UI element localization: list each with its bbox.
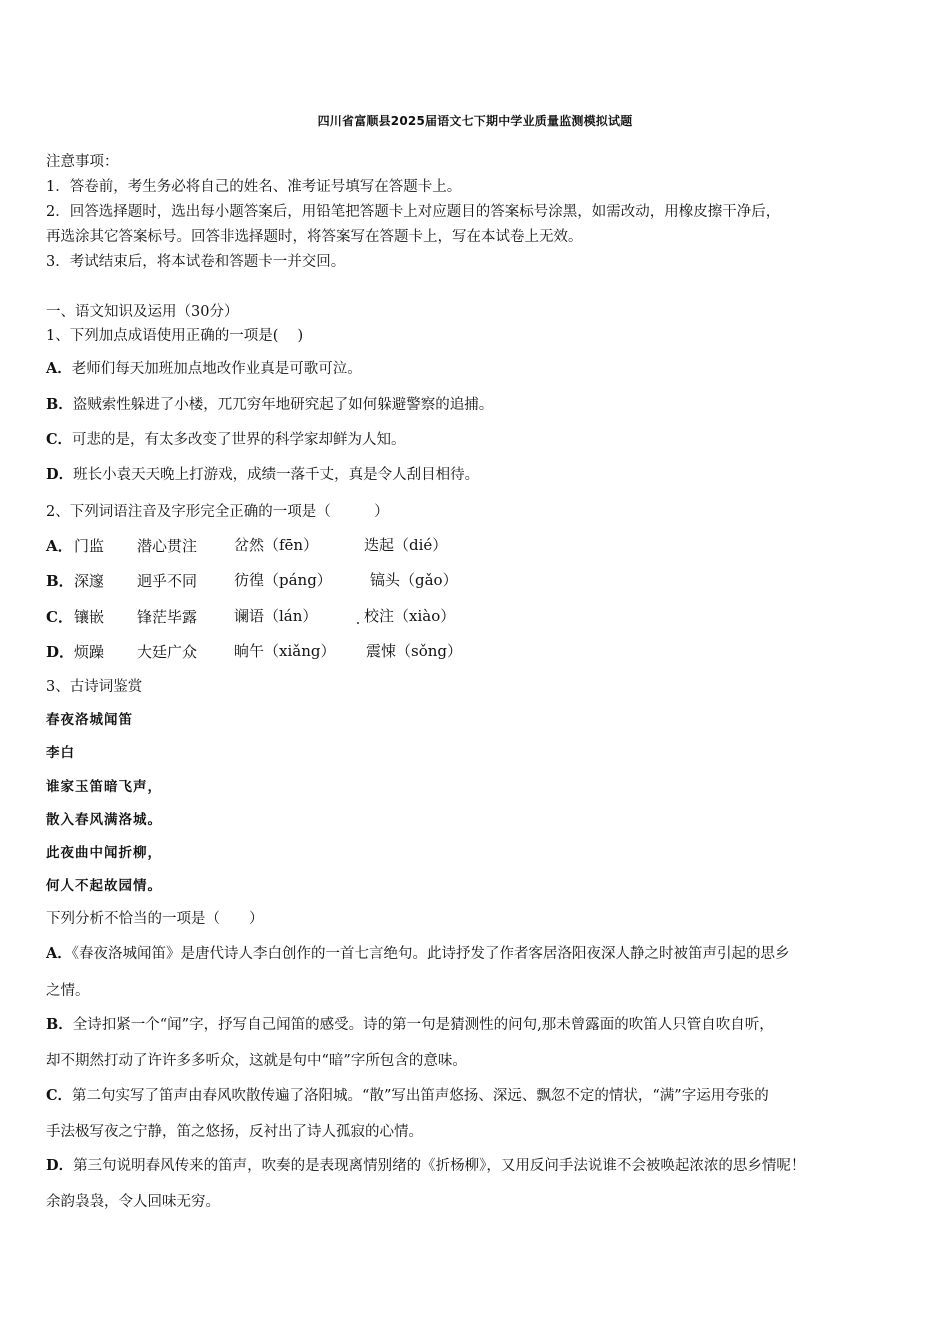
notice-heading: 注意事项： bbox=[46, 154, 119, 170]
option-word: 岔然（fēn） bbox=[234, 536, 319, 554]
option-label: C． bbox=[46, 608, 73, 626]
question-1-option-c bbox=[46, 430, 406, 450]
option-word: 迭起（dié） bbox=[364, 536, 448, 554]
poem-line: 何人不起故园情。 bbox=[46, 878, 162, 894]
option-label: D． bbox=[46, 643, 75, 661]
option-label: B． bbox=[46, 572, 74, 590]
option-label: B． bbox=[46, 1016, 73, 1033]
emphasis-dot bbox=[357, 622, 359, 624]
poem-author: 李白 bbox=[46, 745, 75, 761]
option-label: A． bbox=[46, 945, 72, 962]
poem-title: 春夜洛城闻笛 bbox=[46, 712, 133, 728]
option-continuation: 余韵袅袅，令人回味无穷。 bbox=[46, 1194, 220, 1210]
option-continuation: 之情。 bbox=[46, 983, 90, 999]
option-text: 《春夜洛城闻笛》是唐代诗人李白创作的一首七言绝句。此诗抒发了作者客居洛阳夜深人静之时被笛声引起的思乡 bbox=[71, 946, 790, 962]
option-label: A． bbox=[46, 537, 73, 555]
option-word: 晌午（xiǎng） bbox=[234, 642, 336, 660]
option-word: 潜心贯注 bbox=[137, 537, 198, 555]
option-word: 震悚（sǒng） bbox=[366, 642, 462, 660]
option-label: C． bbox=[46, 1087, 73, 1104]
option-word: 大廷广众 bbox=[137, 643, 198, 661]
option-text: 老师们每天加班加点地改作业真是可歌可泣。 bbox=[71, 361, 362, 377]
section-heading: 一、语文知识及运用（30分） bbox=[46, 304, 239, 320]
question-3-option-b bbox=[46, 1015, 774, 1035]
poem-line: 谁家玉笛暗飞声， bbox=[46, 779, 162, 795]
option-word: 镶嵌 bbox=[74, 608, 105, 626]
question-1-stem: 1、下列加点成语使用正确的一项是( ) bbox=[46, 328, 304, 344]
notice-item: 1．答卷前，考生务必将自己的姓名、准考证号填写在答题卡上。 bbox=[46, 179, 462, 195]
question-1-option-b bbox=[46, 395, 493, 415]
option-text: 可悲的是，有太多改变了世界的科学家却鲜为人知。 bbox=[72, 432, 406, 448]
option-text: 第三句说明春风传来的笛声，吹奏的是表现离情别绪的《折杨柳》，又用反问手法说谁不会被唤起浓浓的思乡情呢！ bbox=[73, 1158, 806, 1174]
page-title: 四川省富顺县2025届语文七下期中学业质量监测模拟试题 bbox=[317, 114, 633, 128]
poem-line: 散入春风满洛城。 bbox=[46, 812, 162, 828]
option-word: 彷徨（páng） bbox=[234, 571, 332, 589]
question-3-option-c bbox=[46, 1086, 769, 1106]
notice-item: 再选涂其它答案标号。回答非选择题时，将答案写在答题卡上，写在本试卷上无效。 bbox=[46, 229, 583, 245]
option-word: 镐头（gǎo） bbox=[370, 571, 458, 589]
option-label: D． bbox=[46, 1157, 74, 1174]
option-word: 校注（xiào） bbox=[364, 607, 456, 625]
option-word: 谰语（lán） bbox=[234, 607, 318, 625]
question-3-option-a bbox=[46, 944, 790, 964]
option-label: C． bbox=[46, 431, 73, 448]
question-3-stem: 3、古诗词鉴赏 bbox=[46, 679, 143, 695]
question-1-option-a bbox=[46, 359, 362, 379]
question-3-option-d bbox=[46, 1156, 805, 1176]
notice-item: 2．回答选择题时，选出每小题答案后，用铅笔把答题卡上对应题目的答案标号涂黑，如需改动，用橡皮擦干净后， bbox=[46, 204, 781, 220]
option-text: 盗贼索性躲进了小楼，兀兀穷年地研究起了如何躲避警察的追捕。 bbox=[72, 397, 494, 413]
option-word: 深邃 bbox=[74, 572, 105, 590]
option-word: 门监 bbox=[74, 537, 105, 555]
option-continuation: 却不期然打动了许许多多听众，这就是句中“暗”字所包含的意味。 bbox=[46, 1053, 467, 1069]
option-text: 全诗扣紧一个“闻”字，抒写自己闻笛的感受。诗的第一句是猜测性的问句,那未曾露面的吹笛人只管自吹自听， bbox=[72, 1017, 774, 1033]
option-text: 第二句实写了笛声由春风吹散传遍了洛阳城。“散”写出笛声悠扬、深远、飘忽不定的情状，“满”字运用夸张的 bbox=[72, 1088, 769, 1104]
option-text: 班长小袁天天晚上打游戏，成绩一落千丈，真是令人刮目相待。 bbox=[73, 467, 480, 483]
option-word: 迥乎不同 bbox=[137, 572, 198, 590]
question-1-option-d bbox=[46, 465, 479, 485]
option-label: A． bbox=[46, 360, 72, 377]
option-word: 锋茫毕露 bbox=[137, 608, 198, 626]
poem-line: 此夜曲中闻折柳， bbox=[46, 845, 162, 861]
notice-item: 3．考试结束后，将本试卷和答题卡一并交回。 bbox=[46, 254, 346, 270]
option-label: B． bbox=[46, 396, 73, 413]
option-label: D． bbox=[46, 466, 74, 483]
question-3-prompt: 下列分析不恰当的一项是（ ） bbox=[46, 911, 264, 927]
question-2-stem: 2、下列词语注音及字形完全正确的一项是（ ） bbox=[46, 504, 389, 520]
option-continuation: 手法极写夜之宁静，笛之悠扬，反衬出了诗人孤寂的心情。 bbox=[46, 1124, 423, 1140]
option-word: 烦躁 bbox=[74, 643, 105, 661]
